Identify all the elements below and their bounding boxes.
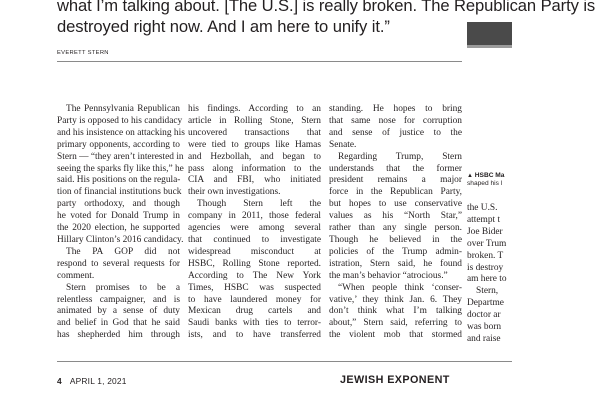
text-line: the man’s behavior “atrocious.”: [329, 270, 448, 281]
text-line: were tied to groups like Hamas: [188, 139, 321, 150]
pull-quote: [57, 0, 595, 37]
text-line: istration, Stern said, he found: [329, 258, 462, 269]
photo-caption: [467, 172, 504, 188]
text-line: party orthodoxy, and though: [57, 199, 180, 210]
article-column-4-partial: [467, 203, 527, 346]
text-line: am here to: [467, 274, 507, 285]
text-line: Saudi banks with ties to terror-: [188, 318, 321, 329]
text-line: and sense of justice to the: [329, 127, 462, 138]
triangle-icon: ▲: [467, 173, 473, 179]
text-line: values as his “North Star,”: [329, 211, 462, 222]
text-line: their own investigations.: [188, 187, 281, 198]
text-line: tion of financial institutions buck: [57, 187, 182, 198]
caption-line: shaped his l: [467, 180, 503, 187]
text-line: and Hezbollah, and began to: [188, 151, 321, 162]
text-line: Senate.: [329, 139, 357, 150]
text-line: Stern — “they aren’t interested in: [57, 151, 184, 162]
text-line: Joe Bider: [467, 226, 503, 237]
text-line: and his insistence on attacking his: [57, 127, 185, 138]
text-line: Hillary Clinton’s 2016 candidacy.: [57, 234, 184, 245]
caption-line: HSBC Ma: [474, 172, 505, 179]
text-line: The PA GOP did not: [66, 246, 180, 257]
text-line: According to The New York: [188, 270, 321, 281]
text-line: Stern promises to be a: [66, 282, 180, 293]
text-line: that continued to investigate: [188, 234, 321, 245]
text-line: Though he believed in the: [329, 234, 462, 245]
text-line: respond to several requests for: [57, 258, 180, 269]
footer-divider: [57, 361, 512, 362]
text-line: Regarding Trump, Stern: [338, 151, 462, 162]
pull-quote-line: what I’m talking about. [The U.S.] is really broken. The Republican Party is: [57, 0, 595, 15]
text-line: HSBC, Rolling Stone reported.: [188, 258, 321, 269]
article-column-3: [329, 104, 462, 342]
text-line: he voted for Donald Trump in: [57, 211, 180, 222]
text-line: the 2020 election, he supported: [57, 223, 180, 234]
text-line: president remains a major: [329, 175, 462, 186]
text-line: his findings. According to an: [188, 104, 321, 114]
photo-fragment: [467, 22, 512, 45]
text-line: broken. T: [467, 250, 504, 261]
text-line: was born: [467, 322, 502, 333]
text-line: attempt t: [467, 214, 501, 225]
page-footer: [57, 376, 127, 386]
text-line: vative,’ they think Jan. 6. They: [329, 294, 462, 305]
page-number: 4: [57, 376, 62, 386]
text-line: but hopes to use conservative: [329, 199, 462, 210]
text-line: force in the Republican Party,: [329, 187, 462, 198]
text-line: Though Stern left the: [197, 199, 321, 210]
text-line: Mexican drug cartels and: [188, 306, 321, 317]
text-line: animated by a sense of duty: [57, 306, 180, 317]
text-line: article in Rolling Stone, Stern: [188, 115, 321, 126]
text-line: seeing the sparks fly like this,” he: [57, 163, 184, 174]
text-line: don’t think what I’m talking: [329, 306, 462, 317]
photo-fragment-edge: [467, 45, 512, 48]
text-line: primary opponents, according to: [57, 139, 180, 150]
article-column-1: [57, 104, 185, 342]
text-line: the U.S.: [467, 203, 498, 213]
text-line: CIA and FBI, who initiated: [188, 175, 321, 186]
text-line: about,” Stern said, referring to: [329, 318, 462, 329]
divider: [57, 61, 462, 62]
article-column-2: [188, 104, 321, 342]
issue-date: APRIL 1, 2021: [69, 376, 127, 386]
text-line: Party is opposed to his candidacy: [57, 115, 183, 126]
text-line: doctor ar: [467, 310, 501, 321]
text-line: agencies were among several: [188, 223, 321, 234]
text-line: “When people think ‘conser-: [338, 282, 462, 293]
text-line: Stern,: [476, 286, 499, 297]
text-line: uncovered transactions that: [188, 127, 321, 138]
text-line: over Trum: [467, 238, 507, 249]
text-line: Times, HSBC was suspected: [188, 282, 321, 293]
pull-quote-line: destroyed right now. And I am here to unify it.”: [57, 16, 390, 36]
text-line: standing. He hopes to bring: [329, 104, 462, 114]
text-line: ists, and to have transferred: [188, 330, 321, 341]
text-line: rather than any single person.: [329, 223, 462, 234]
publication-name: JEWISH EXPONENT: [340, 374, 450, 386]
text-line: comment.: [57, 270, 95, 281]
text-line: and belief in God that he said: [57, 318, 180, 329]
text-line: has shepherded him through: [57, 330, 180, 341]
text-line: the violent mob that stormed: [329, 330, 462, 341]
text-line: Departme: [467, 298, 504, 309]
quote-attribution: EVERETT STERN: [57, 50, 109, 56]
text-line: understands that the former: [329, 163, 462, 174]
text-line: policies of the Trump admin-: [329, 246, 462, 257]
text-line: pass along information to the: [188, 163, 321, 174]
text-line: and raise: [467, 333, 501, 344]
text-line: company in 2011, those federal: [188, 211, 321, 222]
text-line: relentless campaigner, and is: [57, 294, 180, 305]
text-line: The Pennsylvania Republican: [66, 104, 180, 114]
text-line: is destroy: [467, 262, 504, 273]
text-line: said. His positions on the regula-: [57, 175, 181, 186]
text-line: that same nose for corruption: [329, 115, 462, 126]
text-line: to have laundered money for: [188, 294, 321, 305]
text-line: widespread misconduct at: [188, 246, 321, 257]
